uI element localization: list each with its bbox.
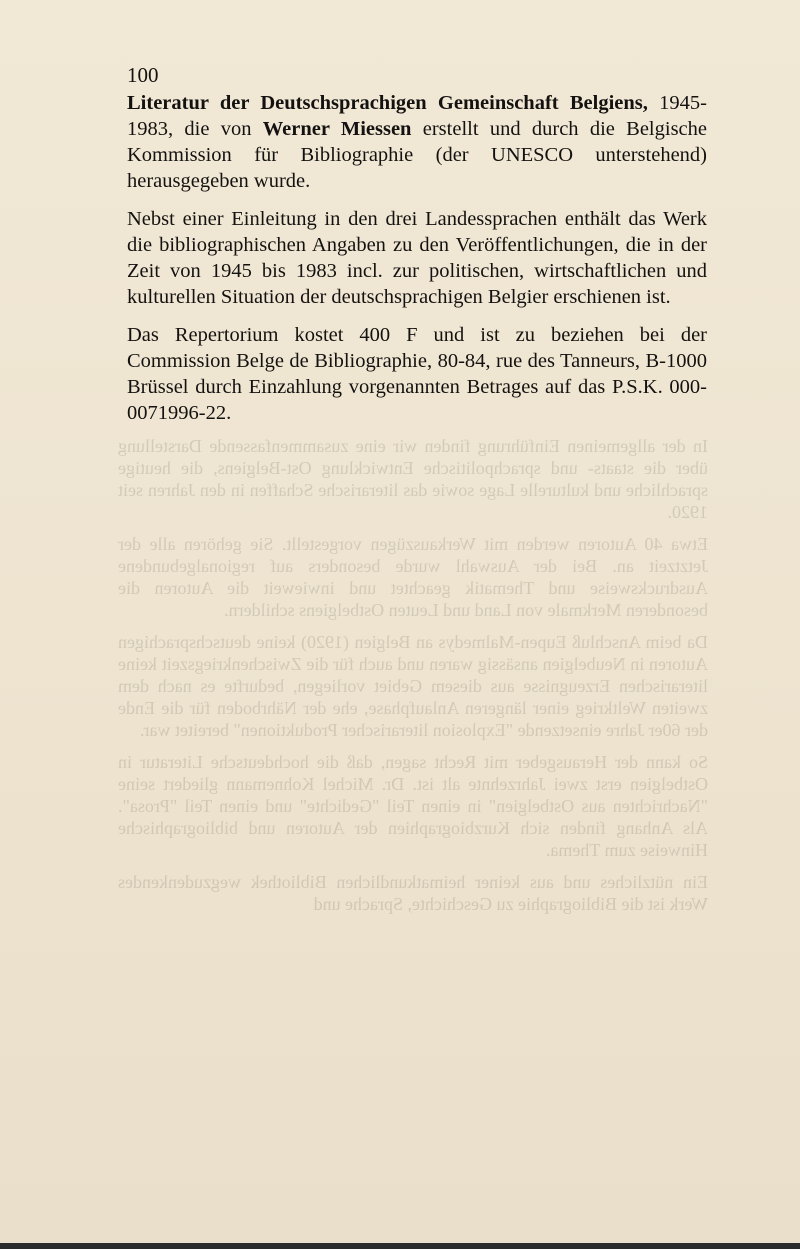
paragraph-publication [127, 90, 707, 194]
page-content [127, 62, 707, 438]
bleed-through-text: In der allgemeinen Einführung finden wir eine zusammenfassende Darstellung über die staats- und sprachpolitische Entwicklung Ost-Belgiens, die heutige sprachliche und kulturelle Lage sowie das literarische Schaffen in den Jahren seit 1920. Etwa 40 Autoren werden mit Werkauszügen vorgestellt. Sie gehören alle der Jetztzeit an. Bei der Auswahl wurde besonders auf regionalgebundene Ausdrucksweise und Thematik geachtet und inwieweit die Autoren die besonderen Merkmale von Land und Leuten Ostbelgiens schildern. Da beim Anschluß Eupen-Malmedys an Belgien (1920) keine deutschsprachigen Autoren in Neubelgien ansässig waren und auch für die Zwischenkriegszeit keine literarischen Erzeugnisse aus diesem Gebiet vorliegen, bedurfte es nach dem zweiten Weltkrieg einer längeren Anlaufphase, ehe der Nährboden für die Ende der 60er Jahre einsetzende "Explosion literarischer Produktionen" bereitet war. So kann der Herausgeber mit Recht sagen, daß die hochdeutsche Literatur in Ostbelgien erst zwei Jahrzehnte alt ist. Dr. Michel Kohnemann gliedert seine "Nachrichten aus Ostbelgien" in einen Teil "Gedichte" und einen Teil "Prosa". Als Anhang finden sich Kurzbiographien der Autoren und bibliographische Hinweise zum Thema. Ein nützliches und aus keiner heimatkundlichen Bibliothek wegzudenkendes Werk ist die Bibliographie zu Geschichte, Sprache und [118, 436, 708, 914]
page-edge [0, 1243, 800, 1249]
publication-title: Literatur der Deutschsprachigen Gemeinschaft Belgiens, [127, 92, 648, 114]
paragraph-text: 1945-1983, die von [127, 92, 708, 140]
paragraph-text: erstellt und durch die Belgische Kommission für Bibliographie (der UNESCO unterstehend) herausgegeben wurde. [127, 118, 707, 192]
author-name: Werner Miessen [262, 118, 412, 140]
paragraph-ordering: Das Repertorium kostet 400 F und ist zu beziehen bei der Commission Belge de Bibliographie, 80-84, rue des Tanneurs, B-1000 Brüssel durch Einzahlung vorgenannten Betrages auf das P.S.K. 000-0071996-22. [127, 324, 707, 424]
page-number: 100 [127, 63, 159, 87]
paragraph-contents: Nebst einer Einleitung in den drei Landessprachen enthält das Werk die bibliographischen Angaben zu den Veröffentlichungen, die in der Zeit von 1945 bis 1983 incl. zur politischen, wirtschaftlichen und kulturellen Situation der deutschsprachigen Belgier erschienen ist. [127, 208, 707, 308]
